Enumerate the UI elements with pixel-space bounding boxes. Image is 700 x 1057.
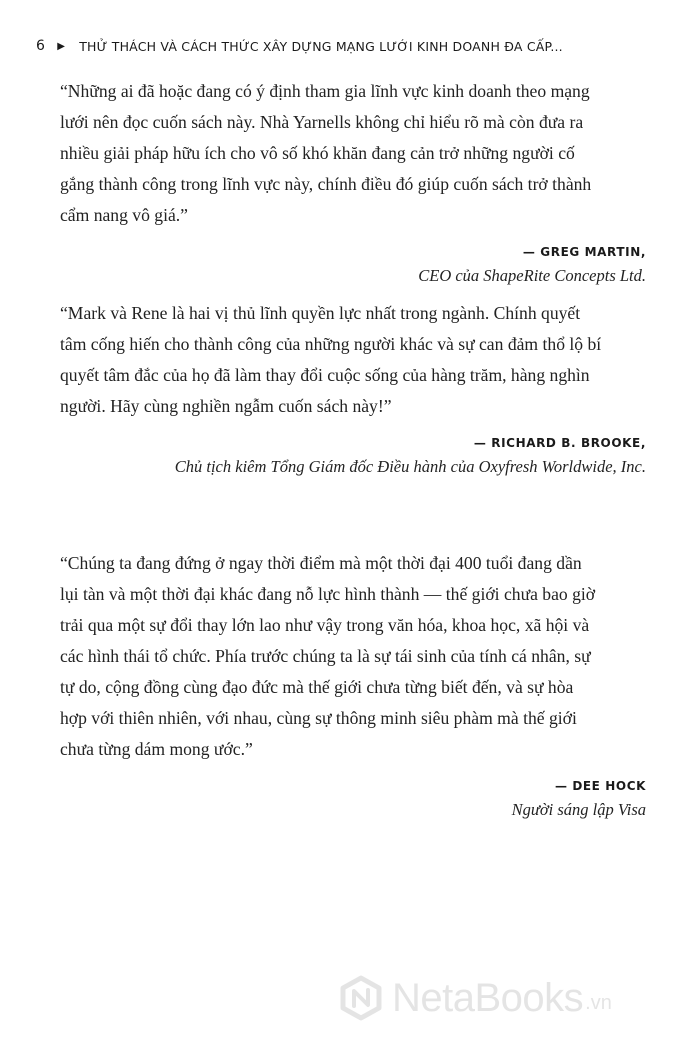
quote-author: — DEE HOCK	[554, 779, 646, 793]
watermark-suffix: .vn	[585, 992, 612, 1014]
quote-line: “Chúng ta đang đứng ở ngay thời điểm mà một thời đại 400 tuổi đang dần	[60, 553, 582, 573]
quote-attribution	[60, 432, 646, 480]
netabooks-logo-icon	[338, 975, 384, 1021]
page-number: 6	[36, 38, 46, 54]
testimonial-quote	[60, 548, 646, 823]
quote-line: tâm cống hiến cho thành công của những người khác và sự can đảm thổ lộ bí	[60, 334, 602, 354]
quote-line: gắng thành công trong lĩnh vực này, chính điều đó giúp cuốn sách trở thành	[60, 174, 592, 194]
quote-line: trải qua một sự đổi thay lớn lao như vậy trong văn hóa, khoa học, xã hội và	[60, 615, 590, 635]
testimonial-quote	[60, 298, 646, 480]
quote-line: người. Hãy cùng nghiền ngẫm cuốn sách này!”	[60, 396, 392, 416]
quote-text	[60, 298, 646, 422]
author-role: Chủ tịch kiêm Tổng Giám đốc Điều hành của Oxyfresh Worldwide, Inc.	[174, 457, 646, 476]
author-role: Người sáng lập Visa	[511, 800, 646, 819]
header-arrow-icon: ▶	[57, 40, 66, 52]
quote-line: nhiều giải pháp hữu ích cho vô số khó khăn đang cản trở những người cố	[60, 143, 575, 163]
quote-line: chưa từng dám mong ước.”	[60, 739, 253, 759]
quote-line: cẩm nang vô giá.”	[60, 205, 188, 225]
testimonial-quote	[60, 76, 646, 289]
quote-line: “Mark và Rene là hai vị thủ lĩnh quyền lực nhất trong ngành. Chính quyết	[60, 303, 581, 323]
quote-attribution	[60, 775, 646, 823]
quote-line: các hình thái tổ chức. Phía trước chúng ta là sự tái sinh của tính cá nhân, sự	[60, 646, 591, 666]
running-header	[36, 36, 676, 56]
quote-line: tự do, cộng đồng cùng đạo đức mà thế giới chưa từng biết đến, và sự hòa	[60, 677, 574, 697]
quote-author: — RICHARD B. BROOKE,	[473, 436, 646, 450]
watermark	[338, 975, 612, 1021]
chapter-title: THỬ THÁCH VÀ CÁCH THỨC XÂY DỰNG MẠNG LƯỚI KINH DOANH ĐA CẤP...	[79, 38, 563, 54]
quote-line: hợp với thiên nhiên, với nhau, cùng sự thông minh siêu phàm mà thế giới	[60, 708, 577, 728]
quote-author: — GREG MARTIN,	[522, 245, 646, 259]
author-role: CEO của ShapeRite Concepts Ltd.	[418, 266, 646, 285]
quote-text	[60, 76, 646, 231]
quote-line: quyết tâm đắc của họ đã làm thay đổi cuộc sống của hàng trăm, hàng nghìn	[60, 365, 590, 385]
quote-line: lưới nên đọc cuốn sách này. Nhà Yarnells không chỉ hiểu rõ mà còn đưa ra	[60, 112, 584, 132]
quote-attribution	[60, 241, 646, 289]
quote-text	[60, 548, 646, 765]
watermark-brand: NetaBooks	[392, 975, 584, 1020]
quote-line: “Những ai đã hoặc đang có ý định tham gia lĩnh vực kinh doanh theo mạng	[60, 81, 590, 101]
quote-line: lụi tàn và một thời đại khác đang nỗ lực hình thành — thế giới chưa bao giờ	[60, 584, 596, 604]
